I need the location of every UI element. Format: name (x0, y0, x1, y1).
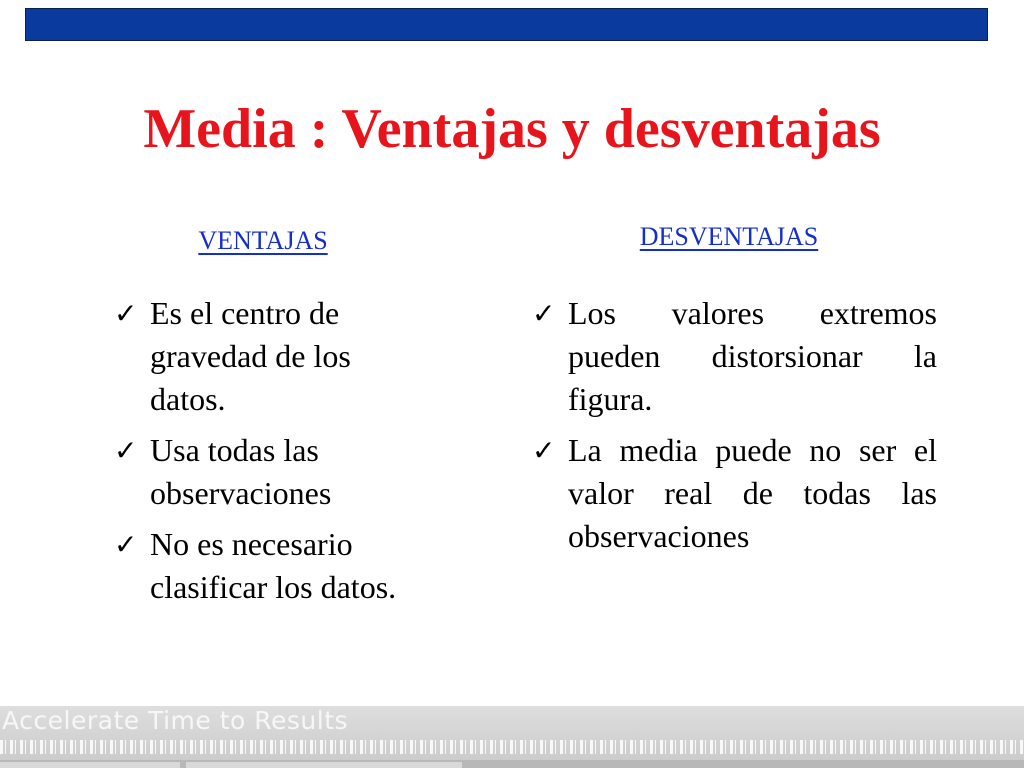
check-icon: ✓ (532, 297, 556, 330)
ventajas-list (114, 292, 414, 617)
desventajas-list (532, 292, 937, 566)
footer-slogan: Accelerate Time to Results (2, 706, 349, 735)
check-icon: ✓ (114, 297, 138, 330)
desventajas-item (532, 429, 937, 558)
footer-band (0, 706, 1024, 768)
desventajas-item-text: Los valores extremos pueden distorsionar la figura. (568, 295, 937, 417)
ventajas-item-text: Usa todas las observaciones (150, 432, 332, 511)
check-icon: ✓ (114, 434, 138, 467)
ventajas-item (114, 429, 414, 515)
check-icon: ✓ (532, 434, 556, 467)
ventajas-item-text: Es el centro de gravedad de los datos. (150, 295, 351, 417)
desventajas-heading: DESVENTAJAS (639, 222, 819, 251)
footer-base-segment (0, 762, 180, 768)
desventajas-item (532, 292, 937, 421)
ventajas-item-text: No es necesario clasificar los datos. (150, 526, 397, 605)
check-icon: ✓ (114, 528, 138, 561)
footer-base-segment (186, 762, 462, 768)
ventajas-heading: VENTAJAS (198, 226, 328, 255)
ventajas-item (114, 523, 414, 609)
footer-stripe-pattern (0, 740, 1024, 754)
desventajas-item-text: La media puede no ser el valor real de todas las observaciones (568, 432, 937, 554)
top-banner-bar (25, 8, 988, 41)
slide-title: Media : Ventajas y desventajas (143, 98, 881, 160)
ventajas-item (114, 292, 414, 421)
